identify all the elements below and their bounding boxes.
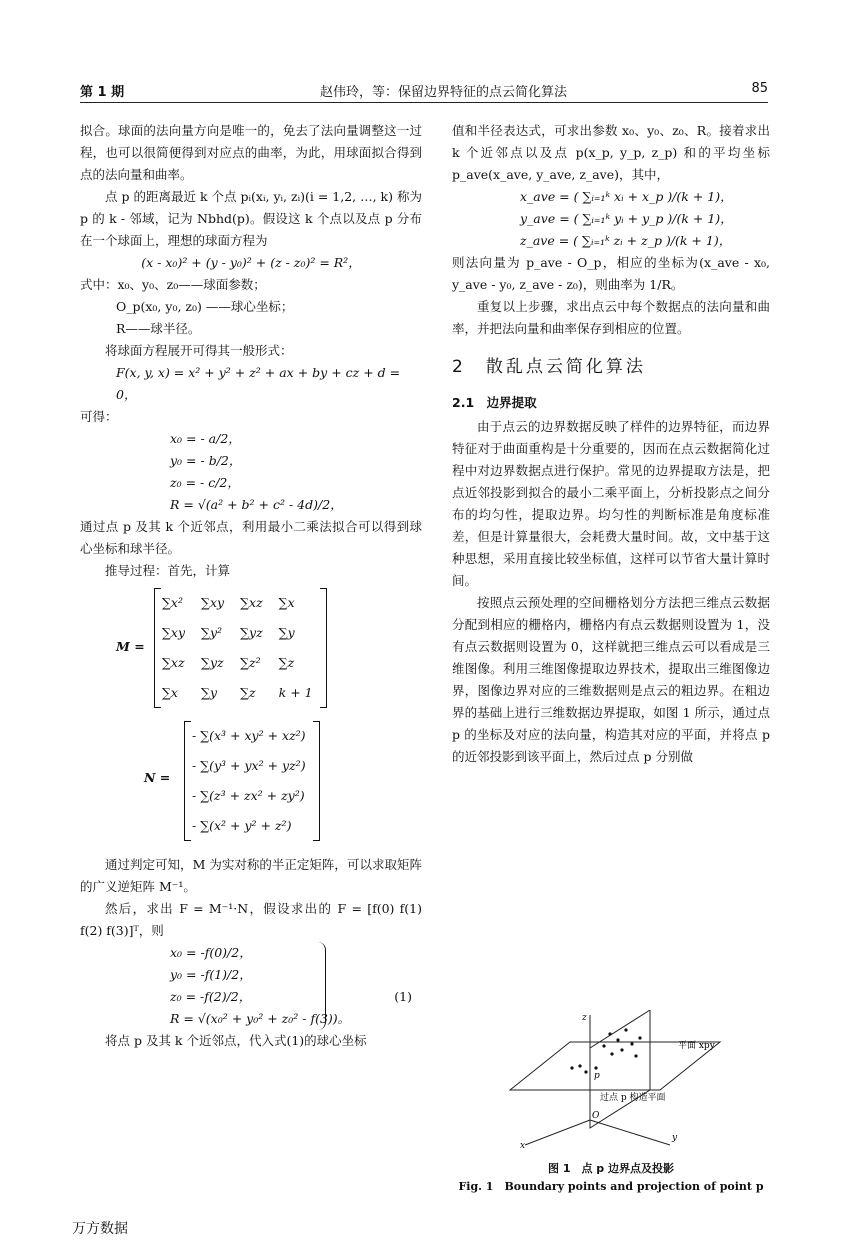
paragraph: 拟合。球面的法向量方向是唯一的，免去了法向量调整这一过程，也可以很简便得到对应点的曲率，为此，用球面拟合得到点的法向量和曲率。	[80, 123, 422, 182]
section-heading: 2 散乱点云简化算法	[452, 357, 646, 377]
subsection-heading: 2.1 边界提取	[452, 395, 537, 410]
figure-caption-cn: 图 1 点 p 边界点及投影	[547, 1162, 675, 1175]
label-x: x	[520, 1141, 526, 1150]
paragraph: 通过判定可知，M 为实对称的半正定矩阵，可以求取矩阵的广义逆矩阵 M⁻¹。	[80, 857, 422, 894]
left-column	[80, 120, 422, 1052]
label-y: y	[672, 1133, 678, 1143]
label-z: z	[582, 1013, 587, 1023]
running-header	[80, 78, 768, 103]
equation-line: y_ave = ( ∑ᵢ₌₁ᵏ yᵢ + y_p )/(k + 1)，	[520, 211, 733, 226]
matrix-cell: ∑z	[240, 685, 256, 700]
label-plane-xpy: 平面 xpy	[678, 1041, 715, 1051]
matrix-N	[80, 721, 422, 848]
matrix-cell: - ∑(z³ + zx² + zy²)	[192, 788, 305, 803]
paragraph: 点 p 的距离最近 k 个点 pᵢ(xᵢ, yᵢ, zᵢ)(i = 1,2, …, k) 称为 p 的 k - 邻域，记为 Nbhd(p)。假设这 k 个点以及点 p 分布在一个球面上，理想的球面方程为	[80, 189, 422, 248]
paragraph: 则法向量为 p_ave - O_p，相应的坐标为(x_ave - x₀, y_ave - y₀, z_ave - z₀)，则曲率为 1/R。	[452, 255, 770, 292]
matrix-cell: ∑yz	[240, 625, 263, 640]
matrix-cell: ∑z²	[240, 655, 261, 670]
matrix-label: M =	[116, 639, 145, 654]
matrix-cell: ∑x²	[162, 595, 183, 610]
equation-line: z_ave = ( ∑ᵢ₌₁ᵏ zᵢ + z_p )/(k + 1)，	[520, 233, 732, 248]
equation-line: x₀ = -f(0)/2，	[170, 945, 252, 960]
matrix-cell: - ∑(y³ + yx² + yz²)	[192, 758, 306, 773]
matrix-cell: ∑xy	[162, 625, 186, 640]
general-equation: F(x, y, x) = x² + y² + z² + ax + by + cz + d = 0，	[116, 365, 401, 402]
matrix-cell: ∑y²	[201, 625, 223, 640]
matrix-cell: ∑yz	[201, 655, 224, 670]
label-origin: O	[592, 1111, 600, 1121]
matrix-cell: ∑x	[162, 685, 178, 700]
paragraph: 推导过程：首先，计算	[105, 563, 231, 578]
matrix-cell: ∑xy	[201, 595, 225, 610]
matrix-cell: ∑z	[278, 655, 295, 670]
equation-line: z₀ = - c/2，	[170, 475, 240, 490]
y-axis	[590, 1120, 670, 1145]
x-axis	[525, 1120, 590, 1145]
right-column	[452, 120, 770, 768]
matrix-cell: ∑y	[278, 625, 295, 640]
paragraph: 重复以上步骤，求出点云中每个数据点的法向量和曲率，并把法向量和曲率保存到相应的位置。	[452, 299, 770, 336]
matrix-cell: - ∑(x³ + xy² + xz²)	[192, 728, 306, 743]
matrix-M	[80, 588, 422, 715]
equation-line: y₀ = -f(1)/2，	[170, 967, 252, 982]
running-title: 赵伟玲，等：保留边界特征的点云简化算法	[320, 85, 568, 100]
equation-line: x₀ = - a/2，	[170, 431, 241, 446]
watermark: 万方数据	[72, 1221, 128, 1237]
equation-line: R = √(x₀² + y₀² + z₀² - f(3))。	[170, 1011, 351, 1026]
paragraph: 然后，求出 F = M⁻¹·N，假设求出的 F = [f(0) f(1) f(2) f(3)]ᵀ，则	[80, 901, 422, 938]
matrix-cell: ∑x	[278, 595, 295, 610]
paragraph: 由于点云的边界数据反映了样件的边界特征，而边界特征对于曲面重构是十分重要的，因而在点云数据简化过程中对边界数据点进行保护。常见的边界提取方法是，把点近邻投影到拟合的最小二乘平面上，分析投影点之间分布的均匀性，提取边界。均匀性的判断标准是角度标准差，但是计算量很大，会耗费大量时间。故，文中基于这种思想，采用直接比较坐标值，这样可以节省大量计算时间。	[452, 419, 770, 588]
equation-system	[80, 942, 422, 1030]
figure-boundary-projection	[500, 1010, 740, 1150]
sphere-equation: (x - x₀)² + (y - y₀)² + (z - z₀)² = R²，	[141, 255, 361, 270]
where-line: R——球半径。	[116, 321, 201, 336]
paragraph: 通过点 p 及其 k 个近邻点，利用最小二乘法拟合可以得到球心坐标和球半径。	[80, 519, 422, 556]
matrix-cell: ∑y	[201, 685, 218, 700]
figure-caption-en: Fig. 1 Boundary points and projection of point p	[458, 1180, 764, 1193]
matrix-cell: - ∑(x² + y² + z²)	[192, 818, 292, 833]
paragraph: 按照点云预处理的空间栅格划分方法把三维点云数据分配到相应的栅格内，栅格内有点云数据则设置为 1，没有点云数据则设置为 0，这样就把三维点云可以看成是三维图像。利用三维图像提取边界技术，提取出三维图像边界，图像边界对应的三维数据则是点云的粗边界。在粗边界的基础上进行三维数据边界提取，如图 1 所示，通过点 p 的坐标及对应的法向量，构造其对应的平面，并将点 p 的近邻投影到该平面上，然后过点 p 分别做	[452, 595, 770, 764]
paragraph: 将点 p 及其 k 个近邻点，代入式(1)的球心坐标	[105, 1033, 367, 1048]
equation-line: z₀ = -f(2)/2，	[170, 989, 252, 1004]
paragraph: 值和半径表达式，可求出参数 x₀、y₀、z₀、R。接着求出 k 个近邻点以及点 p(x_p, y_p, z_p) 和的平均坐标 p_ave(x_ave, y_ave, z_ave)，其中，	[452, 123, 770, 182]
matrix-label: N =	[144, 770, 171, 785]
where-line: O_p(x₀, y₀, z₀) ——球心坐标；	[116, 299, 294, 314]
paragraph: 将球面方程展开可得其一般形式：	[105, 343, 293, 358]
matrix-cell: ∑xz	[162, 655, 185, 670]
issue-label: 第 1 期	[80, 85, 125, 100]
matrix-cell: ∑xz	[240, 595, 263, 610]
equation-line: x_ave = ( ∑ᵢ₌₁ᵏ xᵢ + x_p )/(k + 1)，	[520, 189, 733, 204]
page-number: 85	[751, 81, 768, 96]
label-p: p	[594, 1071, 600, 1081]
point-cloud	[570, 1028, 641, 1073]
label-plane-p: 过点 p 构造平面	[600, 1093, 666, 1103]
brace	[315, 942, 326, 1030]
equation-line: y₀ = - b/2，	[170, 453, 242, 468]
equation-line: R = √(a² + b² + c² - 4d)/2，	[170, 497, 343, 512]
matrix-cell: k + 1	[278, 685, 313, 700]
equation-number: (1)	[394, 989, 412, 1004]
where-line: 式中：x₀、y₀、z₀——球面参数；	[80, 277, 266, 292]
paragraph: 可得：	[80, 409, 118, 424]
